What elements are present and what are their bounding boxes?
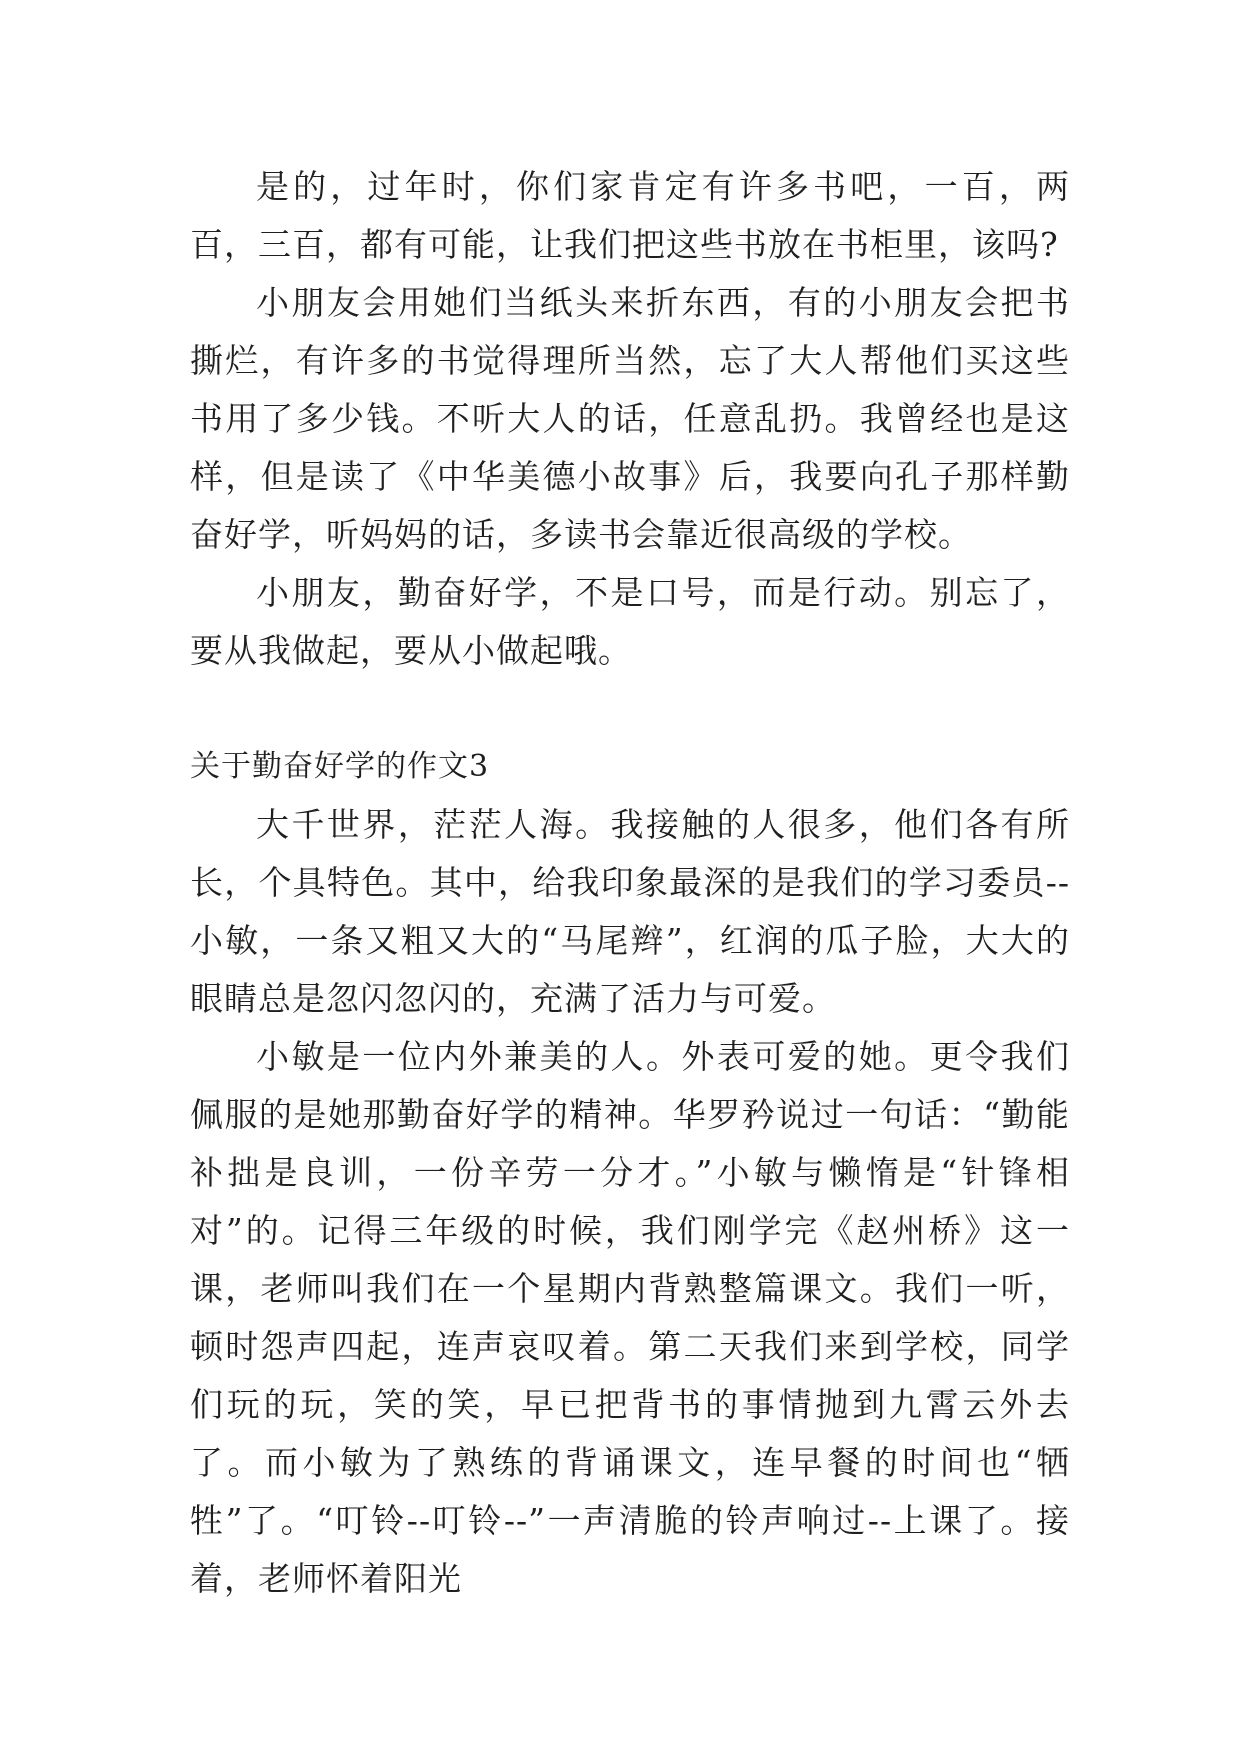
paragraph: 小朋友，勤奋好学，不是口号，而是行动。别忘了，要从我做起，要从小做起哦。 [190,573,1070,670]
paragraph: 小朋友会用她们当纸头来折东西，有的小朋友会把书撕烂，有许多的书觉得理所当然，忘了大人帮他们买这些书用了多少钱。不听大人的话，任意乱扔。我曾经也是这样，但是读了《中华美德小故事》后，我要向孔子那样勤奋好学，听妈妈的话，多读书会靠近很高级的学校。 [190,283,1070,554]
paragraph: 大千世界，茫茫人海。我接触的人很多，他们各有所长，个具特色。其中，给我印象最深的是我们的学习委员--小敏，一条又粗又大的“马尾辫”，红润的瓜子脸，大大的眼睛总是忽闪忽闪的，充满了活力与可爱。 [190,805,1070,1018]
section-spacer [190,680,1070,738]
paragraph: 是的，过年时，你们家肯定有许多书吧，一百，两百，三百，都有可能，让我们把这些书放在书柜里，该吗? [190,167,1070,264]
paragraph: 小敏是一位内外兼美的人。外表可爱的她。更令我们佩服的是她那勤奋好学的精神。华罗矜说过一句话：“勤能补拙是良训，一份辛劳一分才。”小敏与懒惰是“针锋相对”的。记得三年级的时候，我们刚学完《赵州桥》这一课，老师叫我们在一个星期内背熟整篇课文。我们一听，顿时怨声四起，连声哀叹着。第二天我们来到学校，同学们玩的玩，笑的笑，早已把背书的事情抛到九霄云外去了。而小敏为了熟练的背诵课文，连早餐的时间也“牺牲”了。“叮铃--叮铃--”一声清脆的铃声响过--上课了。接着，老师怀着阳光 [190,1037,1070,1598]
section-heading: 关于勤奋好学的作文3 [190,749,490,784]
document-body [190,158,1070,1608]
